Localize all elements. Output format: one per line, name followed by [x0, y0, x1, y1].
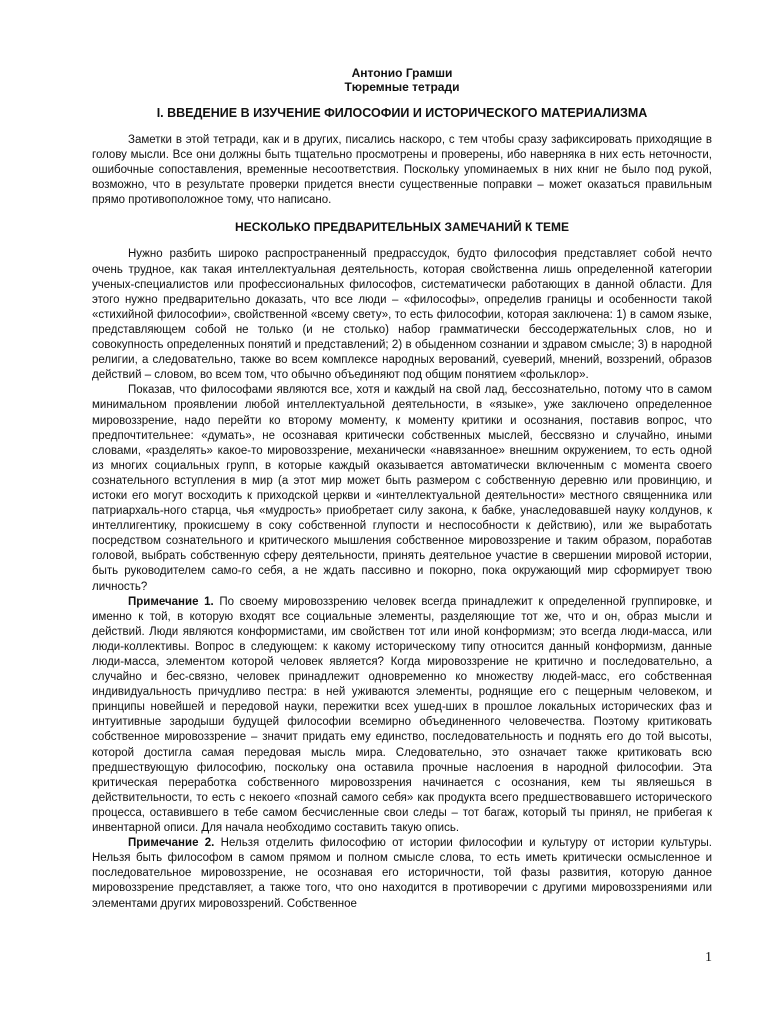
subsection-title: НЕСКОЛЬКО ПРЕДВАРИТЕЛЬНЫХ ЗАМЕЧАНИЙ К ТЕМЕ	[235, 220, 569, 235]
intro-paragraph: Заметки в этой тетради, как и в других, писались наскоро, с тем чтобы сразу зафиксировать приходящие в голову мысли. Все они должны быть тщательно просмотрены и проверены, ибо наверняка в них есть неточности, ошибочные сопоставления, временные несоответствия. Поскольку упоминаемых в них книг не было под рукой, возможно, что в результате проверки придется внести существенные поправки – может оказаться правильным прямо противоположное тому, что написано.	[92, 134, 712, 207]
note-1	[92, 595, 712, 837]
note-2	[92, 836, 712, 911]
section-title: I. ВВЕДЕНИЕ В ИЗУЧЕНИЕ ФИЛОСОФИИ И ИСТОРИЧЕСКОГО МАТЕРИАЛИЗМА	[156, 106, 648, 120]
page-number: 1	[705, 950, 712, 965]
note-1-text: По своему мировоззрению человек всегда принадлежит к определенной группировке, и именно к той, в которую входят все социальные элементы, разделяющие тот же, что и он, образ мысли и действий. Люди являются конформистами, им свойствен тот или иной конформизм; это всегда люди-масса, или люди-коллективы. Вопрос в следующем: к какому историческому типу относится данный конформизм, данные люди-масса, элементом которой человек является? Когда мировоззрение не критично и последовательно, а случайно и бес-связно, человек принадлежит одновременно ко множеству людей-масс, его собственная индивидуальность причудливо пестра: в ней уживаются элементы, роднящие его с пещерным человеком, и принципы новейшей и передовой науки, пережитки всех ушед-ших в прошлое локальных исторических фаз и интуитивные зародыши будущей философии всемирно объединенного человечества. Поэтому критиковать собственное мировоззрение – значит придать ему единство, последовательность и поднять его до той высоты, которой достигла самая передовая мысль мира. Следовательно, это означает также критиковать всю предшествующую философию, поскольку она оставила прочные наслоения в народной философии. Эта критическая переработка собственного мировоззрения начинается с осознания, кем ты являешься в действительности, то есть с некоего «познай самого себя» как продукта всего предшествовавшего исторического процесса, оставившего в тебе самом бесчисленные свои следы – тот багаж, который ты принял, не прибегая к инвентарной описи. Для начала необходимо составить такую опись.	[92, 595, 712, 835]
body-paragraph-1: Нужно разбить широко распространенный предрассудок, будто философия представляет собой нечто очень трудное, как такая интеллектуальная деятельность, которая свойственна лишь определенной категории ученых-специалистов или профессиональных философов, систематически работающих в данной области. Для этого нужно предварительно доказать, что все люди – «философы», определив границы и особенности такой «стихийной философии», свойственной «всему свету», то есть философии, которая заключена: 1) в самом языке, представляющем собой не только (и не столько) набор грамматически бессодержательных слов, но и совокупность определенных понятий и представлений; 2) в обыденном сознании и здравом смысле; 3) в народной религии, а следовательно, также во всем комплексе народных верований, суеверий, мнений, воззрений, образов действий – словом, во всем том, что обычно объединяют под общим понятием «фольклор».	[92, 248, 712, 382]
body-paragraph-2: Показав, что философами являются все, хотя и каждый на свой лад, бессознательно, потому что в самом минимальном проявлении любой интеллектуальной деятельности, в «языке», уже заключено определенное мировоззрение, надо перейти ко второму моменту, к моменту критики и осознания, поставив вопрос, что предпочтительнее: «думать», не осознавая критически собственных мыслей, бессвязно и случайно, иными словами, «разделять» какое-то мировоззрение, механически «навязанное» внешним окружением, то есть одной из многих социальных групп, в которые каждый оказывается автоматически включенным с момента своего сознательного вступления в мир (а этот мир может быть размером с собственную деревню или провинцию, и истоки его могут восходить к приходской церкви и «интеллектуальной деятельности» местного священника или патриархаль-ного старца, чья «мудрость» приобретает силу закона, к бабке, унаследовавшей науку колдунов, к интеллигентику, прокисшему в соку собственной глупости и неспособности к действию), или же выработать посредством сознательного и критического мышления собственное мировоззрение и таким образом, поработав головой, выбрать собственную сферу деятельности, принять деятельное участие в свершении мировой истории, быть руководителем само-го себя, а не ждать пассивно и покорно, пока окружающий мир сформирует твою личность?	[92, 384, 712, 593]
author-name: Антонио Грамши	[351, 66, 453, 80]
note-1-label: Примечание 1.	[128, 595, 214, 608]
note-2-text: Нельзя отделить философию от истории философии и культуру от истории культуры. Нельзя быть философом в самом прямом и полном смысле слова, то есть иметь критически осмысленное и последовательное мировоззрение, не осознавая его историчности, той фазы развития, которую данное мировоззрение представляет, а также того, что оно находится в противоречии с другими мировоззрениями или элементами других мировоззрений. Собственное	[92, 837, 712, 910]
note-2-label: Примечание 2.	[128, 837, 215, 850]
book-title: Тюремные тетради	[344, 80, 460, 94]
